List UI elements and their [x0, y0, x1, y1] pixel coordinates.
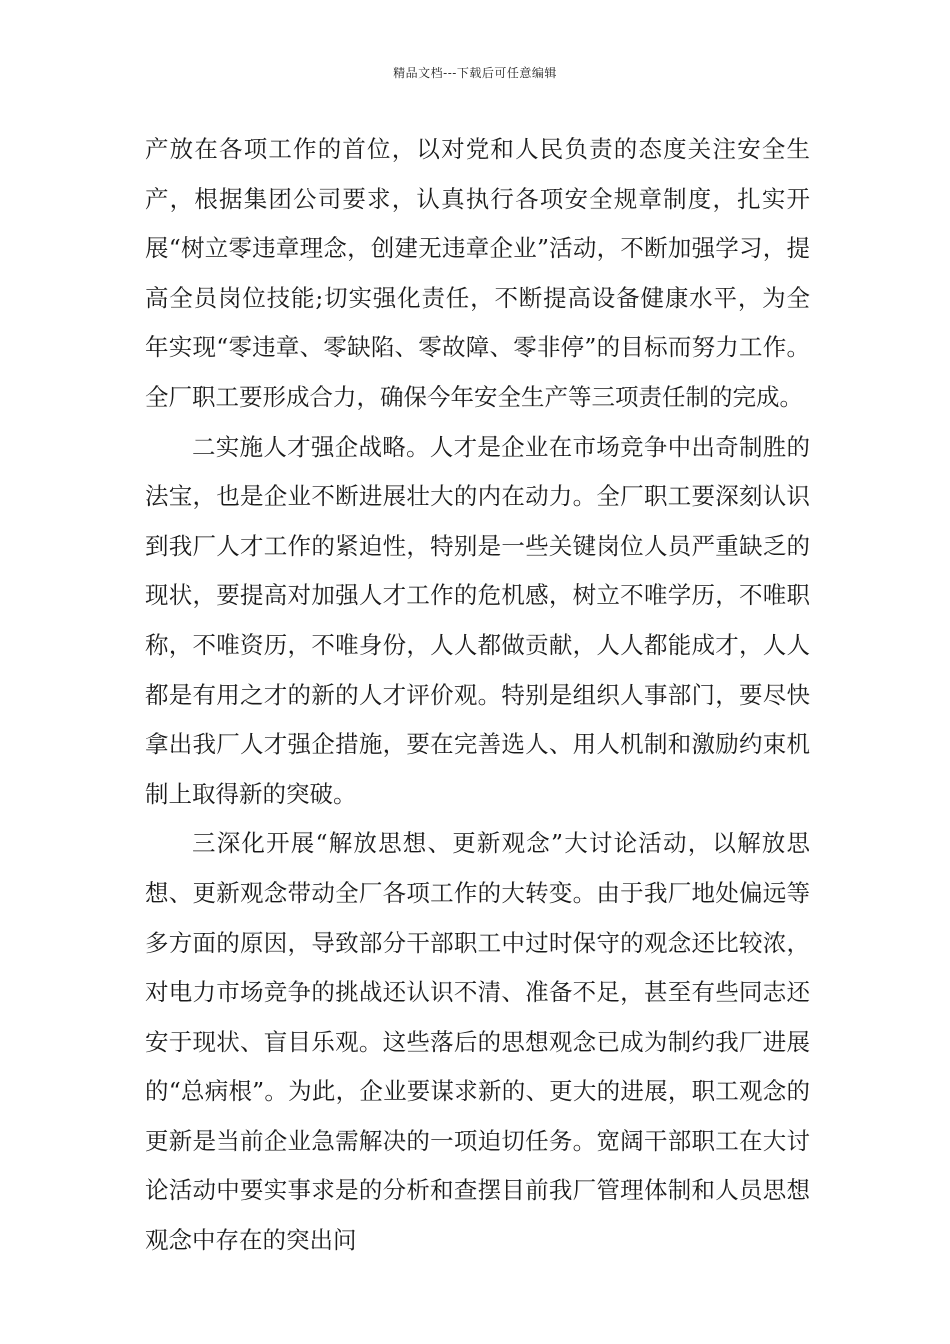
- document-body: [145, 125, 810, 1266]
- paragraph-talent-strategy: 二实施人才强企战略。人才是企业在市场竞争中出奇制胜的法宝，也是企业不断进展壮大的内在动力。全厂职工要深刻认识到我厂人才工作的紧迫性，特别是一些关键岗位人员严重缺乏的现状，要提高对加强人才工作的危机感，树立不唯学历，不唯职称，不唯资历，不唯身份，人人都做贡献，人人都能成才，人人都是有用之才的新的人才评价观。特别是组织人事部门，要尽快拿出我厂人才强企措施，要在完善选人、用人机制和激励约束机制上取得新的突破。: [145, 432, 810, 808]
- paragraph-emancipate-mind: 三深化开展“解放思想、更新观念”大讨论活动，以解放思想、更新观念带动全厂各项工作的大转变。由于我厂地处偏远等多方面的原因，导致部分干部职工中过时保守的观念还比较浓，对电力市场竞争的挑战还认识不清、准备不足，甚至有些同志还安于现状、盲目乐观。这些落后的思想观念已成为制约我厂进展的“总病根”。为此，企业要谋求新的、更大的进展，职工观念的更新是当前企业急需解决的一项迫切任务。宽阔干部职工在大讨论活动中要实事求是的分析和查摆目前我厂管理体制和人员思想观念中存在的突出问: [145, 829, 810, 1255]
- paragraph-safety-production: 产放在各项工作的首位，以对党和人民负责的态度关注安全生产，根据集团公司要求，认真执行各项安全规章制度，扎实开展“树立零违章理念，创建无违章企业”活动，不断加强学习，提高全员岗位技能;切实强化责任，不断提高设备健康水平，为全年实现“零违章、零缺陷、零故障、零非停”的目标而努力工作。全厂职工要形成合力，确保今年安全生产等三项责任制的完成。: [145, 135, 810, 411]
- page-header: 精品文档---下载后可任意编辑: [393, 66, 557, 80]
